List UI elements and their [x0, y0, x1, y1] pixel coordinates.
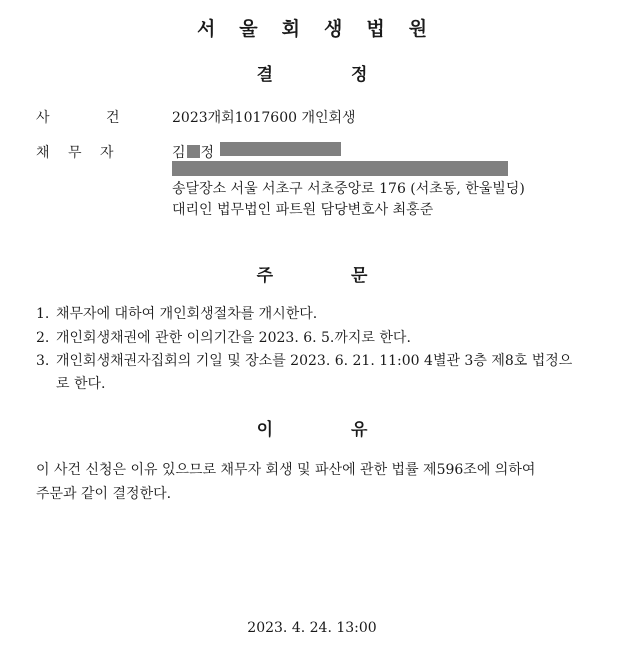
court-name: 서울회생법원	[196, 18, 452, 40]
reason-heading: 이 유	[256, 420, 368, 440]
debtor-label: 채 무 자	[36, 145, 114, 161]
case-label: 사 건	[36, 110, 120, 126]
service-address: 송달장소 서울 서초구 서초중앙로 176 (서초동, 한울빌딩)	[172, 181, 525, 197]
legal-agent: 대리인 법무법인 파트원 담당변호사 최홍준	[172, 202, 434, 218]
order-item-2: 2. 개인회생채권에 관한 이의기간을 2023. 6. 5.까지로 한다.	[36, 330, 411, 346]
reason-line-2: 주문과 같이 결정한다.	[36, 486, 172, 502]
redaction-address	[172, 161, 508, 176]
decision-title-char-2: 정	[351, 65, 368, 85]
debtor-name	[172, 142, 214, 162]
reason-line-1: 이 사건 신청은 이유 있으므로 채무자 회생 및 파산에 관한 법률 제596조에 의하여	[36, 462, 536, 478]
redaction-id	[220, 142, 341, 156]
decision-title	[0, 60, 624, 85]
decision-date: 2023. 4. 24. 13:00	[247, 620, 377, 636]
debtor-name-first: 김	[172, 145, 186, 161]
order-item-1: 1. 채무자에 대하여 개인회생절차를 개시한다.	[36, 306, 318, 322]
order-heading: 주 문	[256, 266, 368, 286]
order-item-3: 3. 개인회생채권자집회의 기일 및 장소를 2023. 6. 21. 11:00 4별관 3층 제8호 법정으	[36, 353, 573, 369]
redaction-name	[187, 145, 200, 158]
decision-title-char-1: 결	[256, 65, 273, 85]
order-item-3-continuation: 로 한다.	[56, 376, 106, 392]
debtor-name-last: 정	[200, 145, 215, 161]
case-number: 2023개회1017600 개인회생	[172, 110, 356, 126]
